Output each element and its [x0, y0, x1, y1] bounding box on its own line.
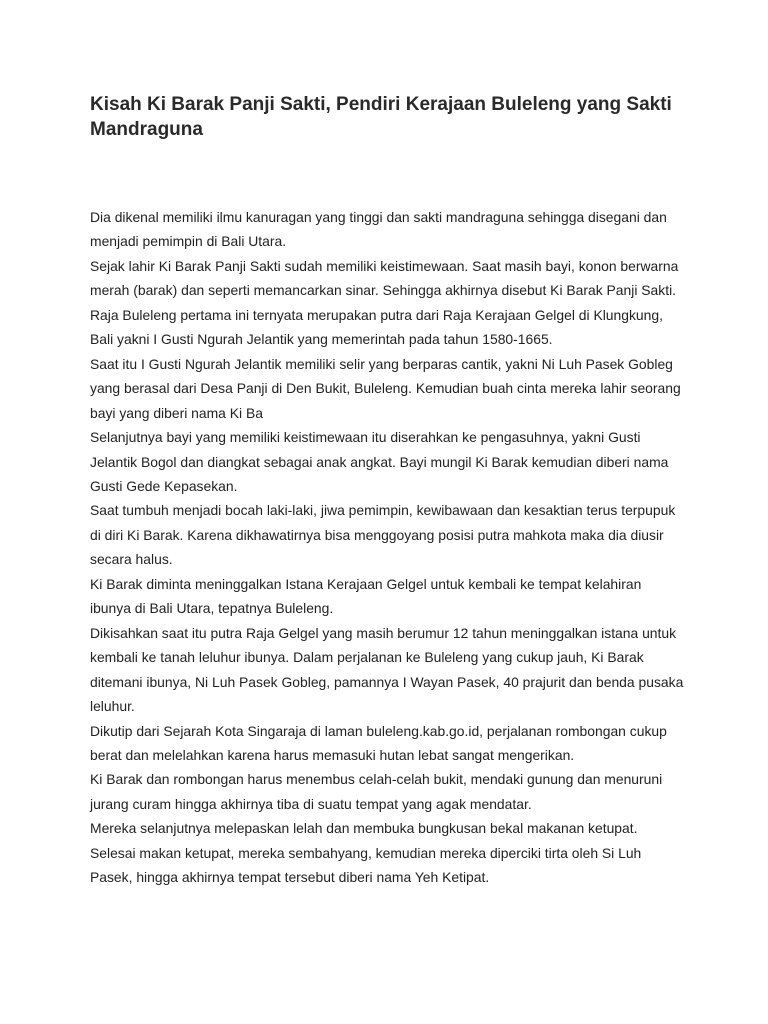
article-title: Kisah Ki Barak Panji Sakti, Pendiri Kerajaan Buleleng yang Sakti Mandraguna	[90, 94, 672, 140]
paragraph: Dia dikenal memiliki ilmu kanuragan yang tinggi dan sakti mandraguna sehingga disegani dan menjadi pemimpin di Bali Utara.	[90, 209, 667, 250]
paragraph: Saat tumbuh menjadi bocah laki-laki, jiwa pemimpin, kewibawaan dan kesaktian terus terpupuk di diri Ki Barak. Karena dikhawatirnya bisa menggoyang posisi putra mahkota maka dia diusir secara halus.	[90, 502, 676, 568]
paragraph: Mereka selanjutnya melepaskan lelah dan membuka bungkusan bekal makanan ketupat.	[90, 820, 638, 837]
paragraph: Saat itu I Gusti Ngurah Jelantik memiliki selir yang berparas cantik, yakni Ni Luh Pasek Gobleg yang berasal dari Desa Panji di Den Bukit, Buleleng. Kemudian buah cinta mereka lahir seorang bayi yang diberi nama Ki Ba	[90, 355, 681, 421]
paragraph: Dikutip dari Sejarah Kota Singaraja di laman buleleng.kab.go.id, perjalanan rombongan cukup berat dan melelahkan karena harus memasuki hutan lebat sangat mengerikan.	[90, 722, 667, 763]
paragraph: Selesai makan ketupat, mereka sembahyang, kemudian mereka diperciki tirta oleh Si Luh Pasek, hingga akhirnya tempat tersebut diberi nama Yeh Ketipat.	[90, 844, 642, 886]
paragraph: Dikisahkan saat itu putra Raja Gelgel yang masih berumur 12 tahun meninggalkan istana untuk kembali ke tanah leluhur ibunya. Dalam perjalanan ke Buleleng yang cukup jauh, Ki Barak ditemani ibunya, Ni Luh Pasek Gobleg, pamannya I Wayan Pasek, 40 prajurit dan benda pusaka leluhur.	[90, 624, 684, 715]
paragraph: Sejak lahir Ki Barak Panji Sakti sudah memiliki keistimewaan. Saat masih bayi, konon berwarna merah (barak) dan seperti memancarkan sinar. Sehingga akhirnya disebut Ki Barak Panji Sakti.	[90, 257, 679, 299]
paragraph: Ki Barak diminta meninggalkan Istana Kerajaan Gelgel untuk kembali ke tempat kelahiran ibunya di Bali Utara, tepatnya Buleleng.	[90, 575, 642, 617]
paragraph: Raja Buleleng pertama ini ternyata merupakan putra dari Raja Kerajaan Gelgel di Klungkung, Bali yakni I Gusti Ngurah Jelantik yang memerintah pada tahun 1580-1665.	[90, 306, 663, 348]
article-body	[90, 205, 684, 890]
paragraph: Selanjutnya bayi yang memiliki keistimewaan itu diserahkan ke pengasuhnya, yakni Gusti Jelantik Bogol dan diangkat sebagai anak angkat. Bayi mungil Ki Barak kemudian diberi nama Gusti Gede Kepasekan.	[90, 429, 669, 494]
paragraph: Ki Barak dan rombongan harus menembus celah-celah bukit, mendaki gunung dan menuruni jurang curam hingga akhirnya tiba di suatu tempat yang agak mendatar.	[90, 771, 663, 812]
